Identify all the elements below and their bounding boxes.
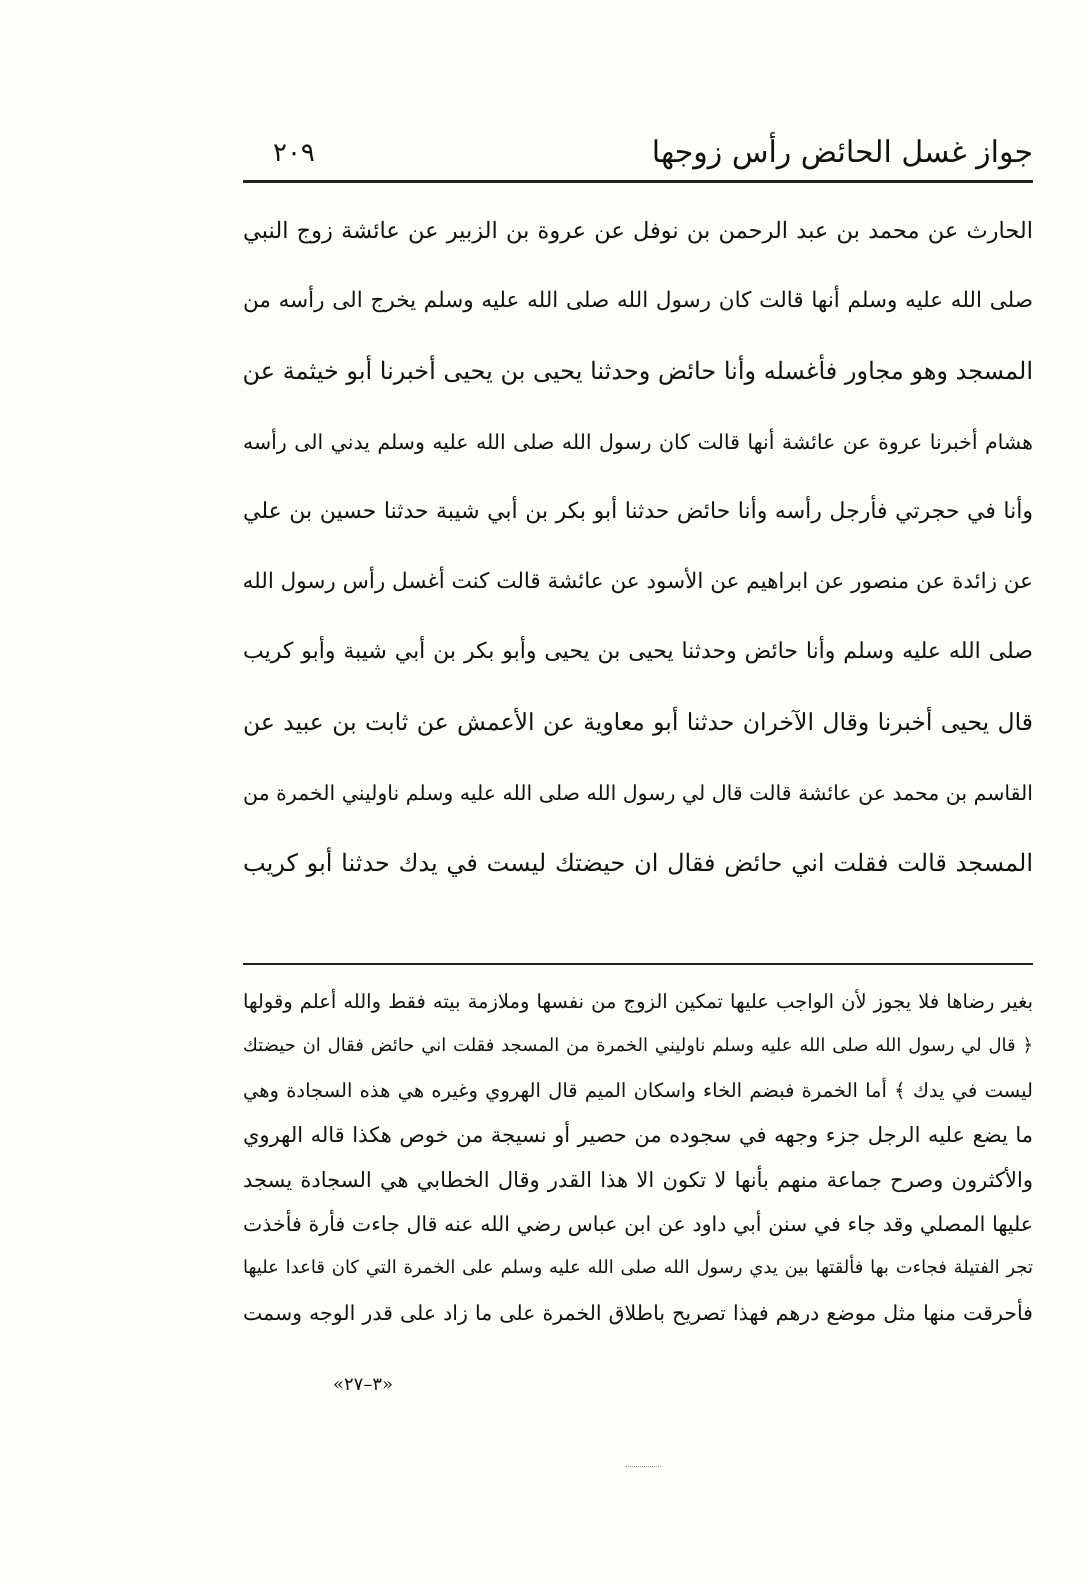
commentary-divider — [243, 963, 1033, 965]
commentary-line: والأكثرون وصرح جماعة منهم بأنها لا تكون الا هذا القدر وقال الخطابي هي السجادة يسجد — [243, 1167, 1033, 1192]
hadith-text-block — [243, 196, 1033, 898]
text-line: عن زائدة عن منصور عن ابراهيم عن الأسود عن عائشة قالت كنت أغسل رأس رسول الله — [243, 568, 1033, 594]
text-line: صلى الله عليه وسلم وأنا حائض وحدثنا يحيى بن يحيى وأبو بكر بن أبي شيبة وأبو كريب — [243, 639, 1033, 665]
commentary-line: تجر الفتيلة فجاءت بها فألقتها بين يدي رسول الله صلى الله عليه وسلم على الخمرة التي كان قاعدا عليها — [243, 1257, 1033, 1279]
commentary-line: بغير رضاها فلا يجوز لأن الواجب عليها تمكين الزوج من نفسها وملازمة بيته فقط والله أعلم وقولها — [243, 990, 1033, 1013]
text-line: قال يحيى أخبرنا وقال الآخران حدثنا أبو معاوية عن الأعمش عن ثابت بن عبيد عن — [243, 708, 1033, 737]
commentary-block — [243, 980, 1033, 1335]
scan-artifact — [625, 1466, 661, 1467]
commentary-line: ما يضع عليه الرجل جزء وجهه في سجوده من حصير أو نسيجة من خوص هكذا قاله الهروي — [243, 1123, 1033, 1148]
text-line: هشام أخبرنا عروة عن عائشة أنها قالت كان رسول الله صلى الله عليه وسلم يدني الى رأسه — [243, 429, 1033, 454]
text-line: وأنا في حجرتي فأرجل رأسه وأنا حائض حدثنا أبو بكر بن أبي شيبة حدثنا حسين بن علي — [243, 498, 1033, 524]
header-rule — [243, 180, 1033, 183]
text-line: المسجد قالت فقلت اني حائض فقال ان حيضتك ليست في يدك حدثنا أبو كريب — [243, 848, 1033, 877]
chapter-title: جواز غسل الحائض رأس زوجها — [651, 135, 1033, 170]
text-line: القاسم بن محمد عن عائشة قالت قال لي رسول الله صلى الله عليه وسلم ناوليني الخمرة من — [243, 780, 1033, 805]
text-line: صلى الله عليه وسلم أنها قالت كان رسول الله صلى الله عليه وسلم يخرج الى رأسه من — [243, 288, 1033, 314]
commentary-line: ليست في يدك ﴾ أما الخمرة فبضم الخاء واسكان الميم قال الهروي وغيره هي هذه السجادة وهي — [243, 1078, 1033, 1102]
folio-mark: «٣–٢٧» — [332, 1374, 394, 1395]
commentary-line: ﴿ قال لي رسول الله صلى الله عليه وسلم ناوليني الخمرة من المسجد فقلت اني حائض فقال ان حيضتك — [243, 1035, 1033, 1057]
text-line: الحارث عن محمد بن عبد الرحمن بن نوفل عن عروة بن الزبير عن عائشة زوج النبي — [243, 218, 1033, 244]
page-header — [243, 130, 1033, 176]
commentary-line: فأحرقت منها مثل موضع درهم فهذا تصريح باطلاق الخمرة على ما زاد على قدر الوجه وسمت — [243, 1300, 1033, 1325]
text-line: المسجد وهو مجاور فأغسله وأنا حائض وحدثنا يحيى بن يحيى أخبرنا أبو خيثمة عن — [243, 357, 1033, 386]
commentary-line: عليها المصلي وقد جاء في سنن أبي داود عن ابن عباس رضي الله عنه قال جاءت فأرة فأخذت — [243, 1211, 1033, 1236]
page-number: ٢٠٩ — [273, 138, 315, 168]
